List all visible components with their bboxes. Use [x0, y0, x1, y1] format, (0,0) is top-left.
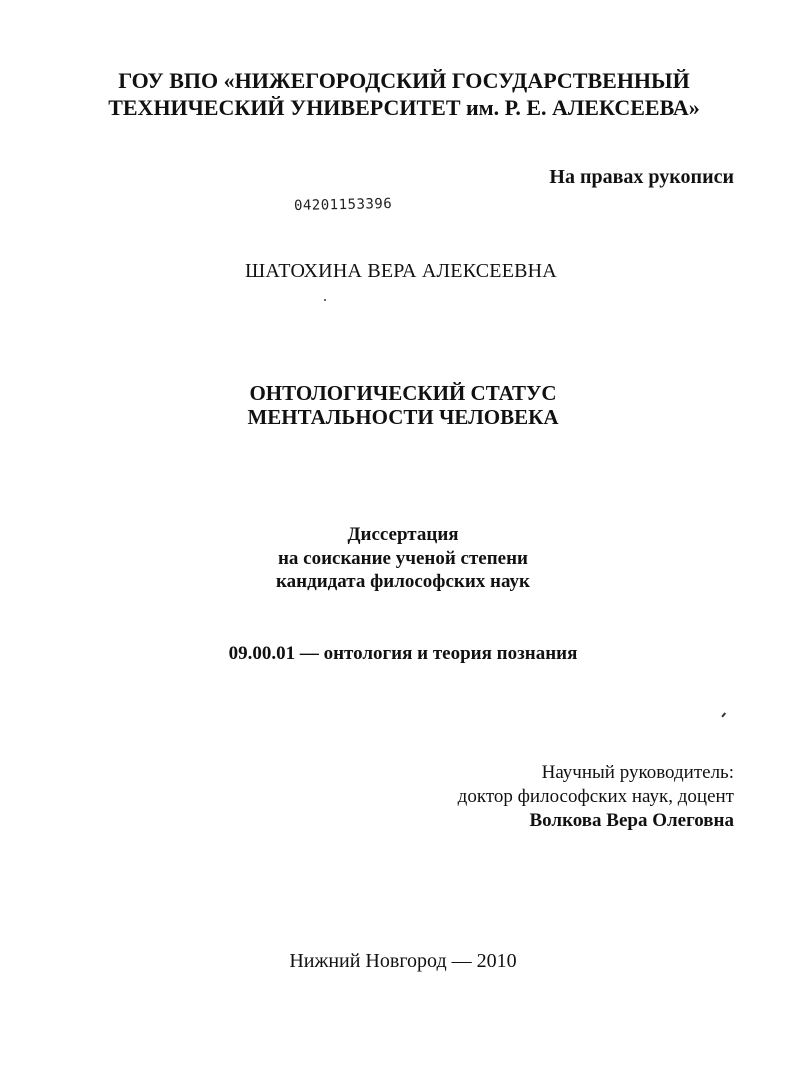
thesis-title-line-1: ОНТОЛОГИЧЕСКИЙ СТАТУС: [249, 381, 557, 405]
supervisor-name: Волкова Вера Олеговна: [529, 810, 734, 831]
inventory-number-stamp: 04201153396: [293, 195, 393, 214]
manuscript-note: На правах рукописи: [549, 166, 734, 188]
specialty-code: 09.00.01 — онтология и теория познания: [228, 643, 578, 664]
supervisor-label: Научный руководитель:: [541, 762, 734, 783]
institution-line-2: ТЕХНИЧЕСКИЙ УНИВЕРСИТЕТ им. Р. Е. АЛЕКСЕЕВА»: [108, 95, 700, 120]
dissertation-degree-line-1: на соискание ученой степени: [277, 548, 528, 569]
dissertation-label: Диссертация: [347, 524, 459, 545]
dissertation-degree-line-2: кандидата философских наук: [276, 571, 530, 592]
author-name: ШАТОХИНА ВЕРА АЛЕКСЕЕВНА: [245, 260, 557, 282]
institution-line-1: ГОУ ВПО «НИЖЕГОРОДСКИЙ ГОСУДАРСТВЕННЫЙ: [118, 68, 690, 93]
supervisor-degree: доктор философских наук, доцент: [457, 786, 734, 807]
scan-speck: [324, 299, 326, 301]
scan-speck: [721, 712, 725, 717]
thesis-title-line-2: МЕНТАЛЬНОСТИ ЧЕЛОВЕКА: [247, 405, 559, 429]
place-and-year: Нижний Новгород — 2010: [289, 950, 517, 972]
